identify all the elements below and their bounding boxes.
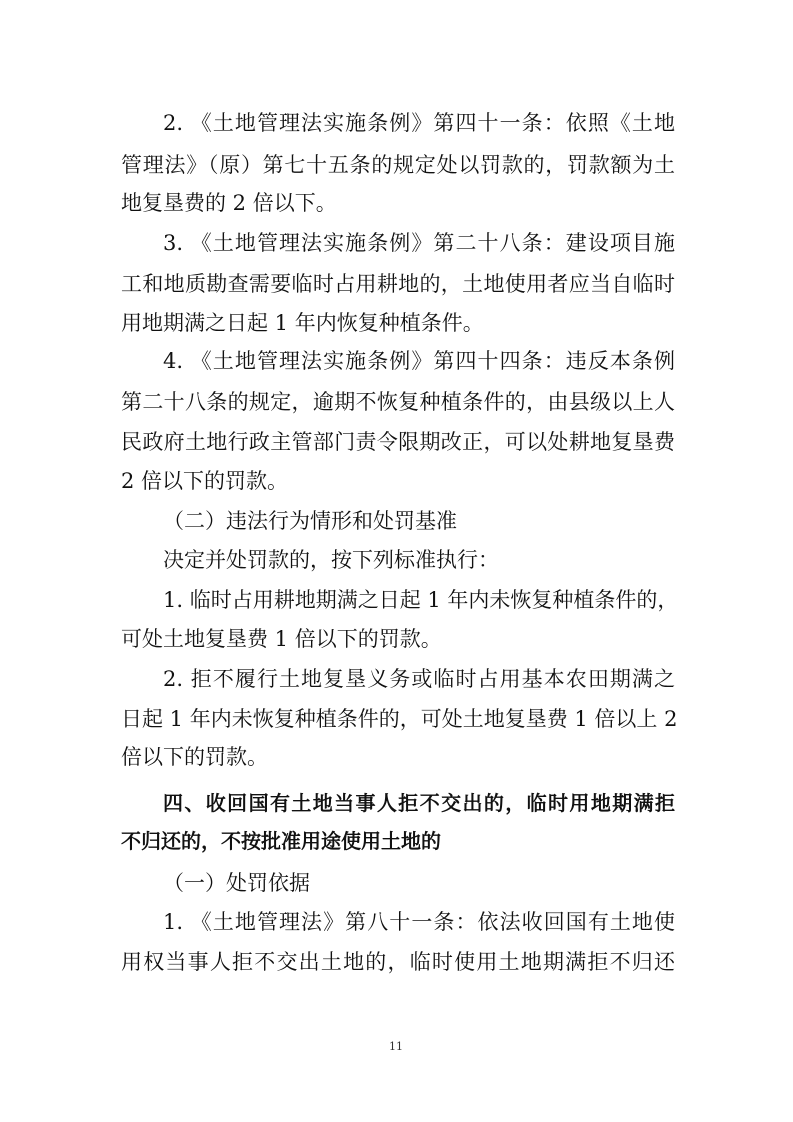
article-44-line-3: 民政府土地行政主管部门责令限期改正，可以处耕地复垦费 [121, 430, 675, 454]
standard-1-line-2: 可处土地复垦费 1 倍以下的罚款。 [121, 627, 442, 651]
page-number: 11 [389, 1040, 403, 1053]
article-28-line-2: 工和地质勘查需要临时占用耕地的，土地使用者应当自临时 [121, 272, 675, 296]
article-41-line-3: 地复垦费的 2 倍以下。 [121, 191, 337, 215]
chapter-four-heading-line-1: 四、收回国有土地当事人拒不交出的，临时用地期满拒 [163, 791, 675, 815]
section-heading-violation-standards: （二）违法行为情形和处罚基准 [163, 509, 457, 533]
article-41-line-1: 2. 《土地管理法实施条例》第四十一条：依照《土地 [163, 111, 675, 135]
article-44-line-4: 2 倍以下的罚款。 [121, 469, 289, 493]
standard-2-line-1: 2. 拒不履行土地复垦义务或临时占用基本农田期满之 [163, 667, 675, 691]
standard-1-line-1: 1. 临时占用耕地期满之日起 1 年内未恢复种植条件的， [163, 588, 679, 612]
chapter-four-heading-line-2: 不归还的，不按批准用途使用土地的 [121, 829, 441, 853]
article-44-line-1: 4. 《土地管理法实施条例》第四十四条：违反本条例 [163, 349, 675, 373]
standard-2-line-2: 日起 1 年内未恢复种植条件的，可处土地复垦费 1 倍以上 2 [121, 707, 678, 731]
article-41-line-2: 管理法》（原）第七十五条的规定处以罚款的，罚款额为土 [121, 153, 675, 177]
article-28-line-1: 3. 《土地管理法实施条例》第二十八条：建设项目施 [163, 231, 675, 255]
article-44-line-2: 第二十八条的规定，逾期不恢复种植条件的，由县级以上人 [121, 390, 675, 414]
section-heading-penalty-basis: （一）处罚依据 [163, 871, 310, 895]
standards-intro: 决定并处罚款的，按下列标准执行： [163, 548, 499, 572]
standard-2-line-3: 倍以下的罚款。 [121, 745, 268, 769]
article-81-line-2: 用权当事人拒不交出土地的，临时使用土地期满拒不归还 [121, 950, 675, 974]
article-28-line-3: 用地期满之日起 1 年内恢复种植条件。 [121, 311, 484, 335]
article-81-line-1: 1. 《土地管理法》第八十一条：依法收回国有土地使 [163, 910, 675, 934]
